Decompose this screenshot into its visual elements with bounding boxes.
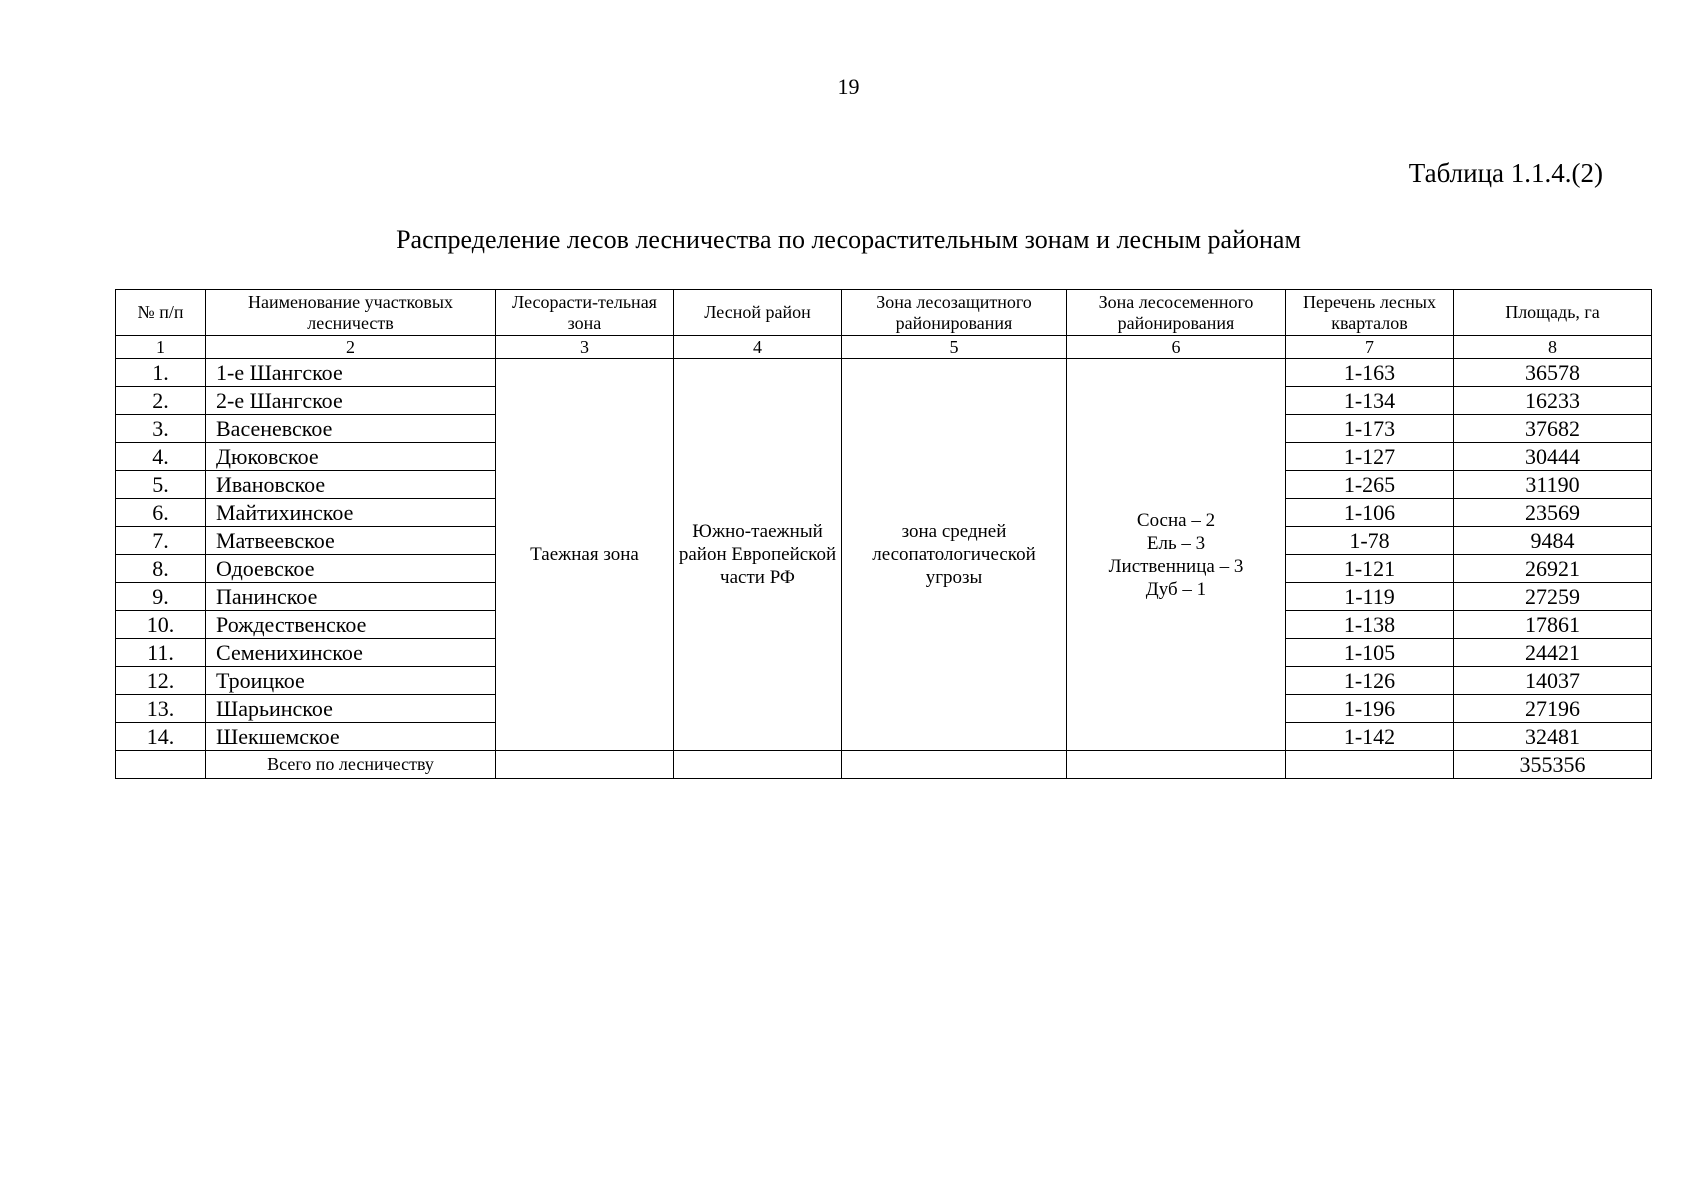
row-number: 12. (116, 667, 206, 695)
column-number: 6 (1067, 336, 1286, 359)
area-value: 37682 (1454, 415, 1652, 443)
forestry-name: Одоевское (206, 555, 496, 583)
protection-zone-line: зона средней (901, 521, 1007, 542)
total-area: 355356 (1454, 751, 1652, 779)
seed-zone-line: Лиственница – 3 (1108, 555, 1244, 577)
area-value: 16233 (1454, 387, 1652, 415)
row-number: 14. (116, 723, 206, 751)
forestry-name: Семенихинское (206, 639, 496, 667)
header-zone: Лесорасти-тельная зона (496, 290, 674, 336)
page-number: 19 (837, 74, 860, 99)
forestry-name: Дюковское (206, 443, 496, 471)
forest-quarters: 1-106 (1286, 499, 1454, 527)
row-number: 13. (116, 695, 206, 723)
row-number: 9. (116, 583, 206, 611)
header-district: Лесной район (674, 290, 842, 336)
area-value: 26921 (1454, 555, 1652, 583)
column-number: 4 (674, 336, 842, 359)
header-row (116, 290, 1652, 336)
forestry-name: Матвеевское (206, 527, 496, 555)
header-protection-zone: Зона лесозащитного районирования (842, 290, 1067, 336)
row-number: 11. (116, 639, 206, 667)
forest-quarters: 1-138 (1286, 611, 1454, 639)
row-number: 10. (116, 611, 206, 639)
column-number: 5 (842, 336, 1067, 359)
forest-quarters: 1-265 (1286, 471, 1454, 499)
forest-district-line: части РФ (720, 567, 795, 588)
forestry-name: Панинское (206, 583, 496, 611)
area-value: 30444 (1454, 443, 1652, 471)
protection-zone-line: угрозы (925, 567, 983, 588)
forest-quarters: 1-196 (1286, 695, 1454, 723)
forestry-name: 1-е Шангское (206, 359, 496, 387)
total-empty (674, 751, 842, 779)
forest-quarters: 1-142 (1286, 723, 1454, 751)
forest-district-line: район Европейской (678, 544, 837, 565)
row-number: 1. (116, 359, 206, 387)
row-number: 8. (116, 555, 206, 583)
forestry-name: Рождественское (206, 611, 496, 639)
forestry-name: 2-е Шангское (206, 387, 496, 415)
forest-quarters: 1-127 (1286, 443, 1454, 471)
row-number: 5. (116, 471, 206, 499)
forest-quarters: 1-78 (1286, 527, 1454, 555)
column-number: 3 (496, 336, 674, 359)
row-number: 3. (116, 415, 206, 443)
seed-zone-line: Ель – 3 (1146, 532, 1206, 554)
area-value: 17861 (1454, 611, 1652, 639)
column-number-row (116, 336, 1652, 359)
total-empty (496, 751, 674, 779)
seed-zone-line: Дуб – 1 (1145, 578, 1207, 600)
forest-quarters: 1-173 (1286, 415, 1454, 443)
protection-zone (842, 359, 1067, 751)
total-empty (1286, 751, 1454, 779)
vegetation-zone: Таежная зона (496, 359, 674, 751)
row-number: 6. (116, 499, 206, 527)
forestry-name: Шекшемское (206, 723, 496, 751)
area-value: 31190 (1454, 471, 1652, 499)
header-seed-zone: Зона лесосеменного районирования (1067, 290, 1286, 336)
header-num: № п/п (116, 290, 206, 336)
forestry-name: Шарьинское (206, 695, 496, 723)
protection-zone-line: лесопатологической (872, 544, 1036, 565)
forest-quarters: 1-119 (1286, 583, 1454, 611)
header-area: Площадь, га (1454, 290, 1652, 336)
area-value: 36578 (1454, 359, 1652, 387)
area-value: 23569 (1454, 499, 1652, 527)
forest-distribution-table (115, 289, 1652, 779)
seed-zone-line: Сосна – 2 (1136, 509, 1216, 531)
forest-quarters: 1-105 (1286, 639, 1454, 667)
seed-zone (1067, 359, 1286, 751)
column-number: 7 (1286, 336, 1454, 359)
forest-district (674, 359, 842, 751)
row-number: 4. (116, 443, 206, 471)
total-empty (842, 751, 1067, 779)
header-name: Наименование участковых лесничеств (206, 290, 496, 336)
forestry-name: Васеневское (206, 415, 496, 443)
column-number: 2 (206, 336, 496, 359)
forestry-name: Ивановское (206, 471, 496, 499)
table-label: Таблица 1.1.4.(2) (1408, 158, 1603, 188)
total-empty (1067, 751, 1286, 779)
column-number: 8 (1454, 336, 1652, 359)
total-empty (116, 751, 206, 779)
row-number: 2. (116, 387, 206, 415)
area-value: 14037 (1454, 667, 1652, 695)
forest-quarters: 1-121 (1286, 555, 1454, 583)
table-row (116, 359, 1652, 387)
column-number: 1 (116, 336, 206, 359)
area-value: 27196 (1454, 695, 1652, 723)
forest-quarters: 1-126 (1286, 667, 1454, 695)
area-value: 27259 (1454, 583, 1652, 611)
forest-quarters: 1-134 (1286, 387, 1454, 415)
table-title: Распределение лесов лесничества по лесорастительным зонам и лесным районам (396, 225, 1301, 254)
total-label: Всего по лесничеству (206, 751, 496, 779)
row-number: 7. (116, 527, 206, 555)
area-value: 24421 (1454, 639, 1652, 667)
forestry-name: Майтихинское (206, 499, 496, 527)
area-value: 9484 (1454, 527, 1652, 555)
forestry-name: Троицкое (206, 667, 496, 695)
forest-quarters: 1-163 (1286, 359, 1454, 387)
total-row (116, 751, 1652, 779)
header-quarters: Перечень лесных кварталов (1286, 290, 1454, 336)
area-value: 32481 (1454, 723, 1652, 751)
forest-district-line: Южно-таежный (692, 521, 823, 542)
